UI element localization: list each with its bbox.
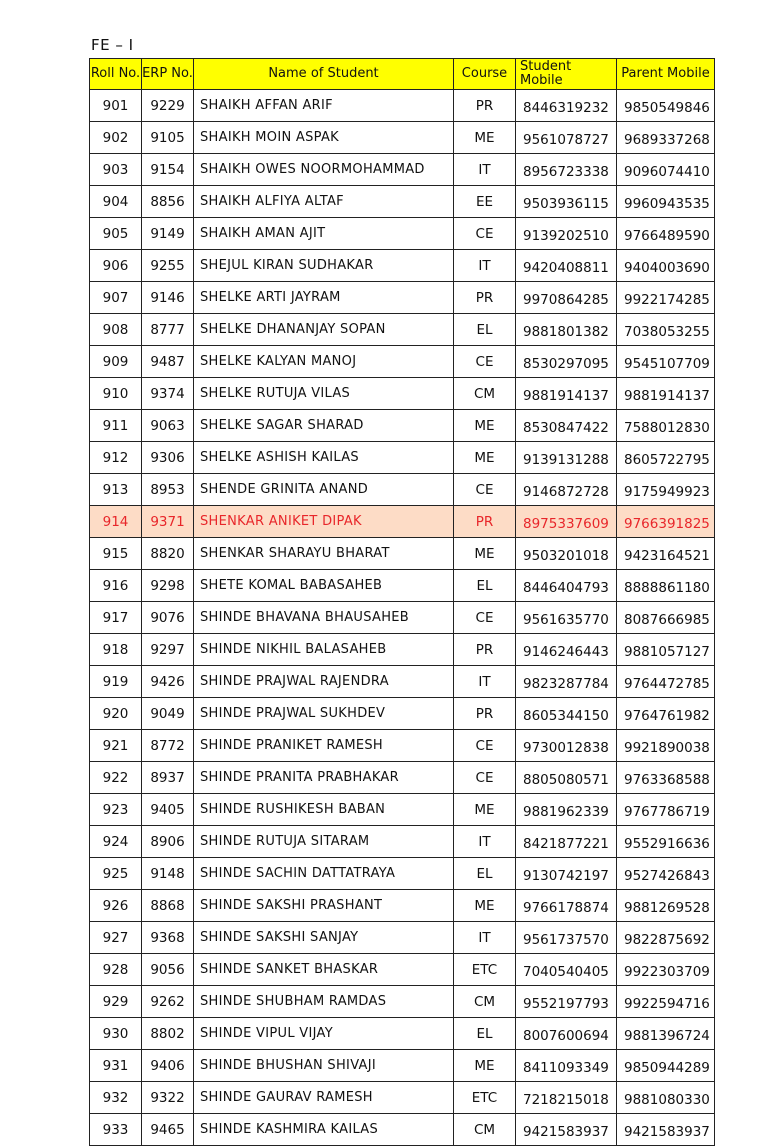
erp-no-cell: 8820 [142, 538, 194, 570]
student-mobile-cell: 9420408811 [516, 250, 617, 282]
parent-mobile-cell: 9960943535 [617, 186, 715, 218]
course-cell: IT [454, 826, 516, 858]
student-table [89, 58, 715, 1146]
student-mobile-cell: 7218215018 [516, 1082, 617, 1114]
roll-no-cell: 911 [90, 410, 142, 442]
student-name-cell: SHINDE PRANITA PRABHAKAR [194, 762, 454, 794]
student-name-cell: SHELKE ASHISH KAILAS [194, 442, 454, 474]
student-mobile-cell: 9503201018 [516, 538, 617, 570]
parent-mobile-cell: 9527426843 [617, 858, 715, 890]
parent-mobile-cell: 9766391825 [617, 506, 715, 538]
student-mobile-cell: 8975337609 [516, 506, 617, 538]
parent-mobile-cell: 9822875692 [617, 922, 715, 954]
student-name-cell: SHAIKH MOIN ASPAK [194, 122, 454, 154]
table-row [90, 954, 715, 986]
table-row [90, 346, 715, 378]
table-row [90, 154, 715, 186]
student-name-cell: SHINDE PRANIKET RAMESH [194, 730, 454, 762]
student-name-cell: SHINDE SAKSHI PRASHANT [194, 890, 454, 922]
roll-no-cell: 912 [90, 442, 142, 474]
student-name-cell: SHINDE BHUSHAN SHIVAJI [194, 1050, 454, 1082]
roll-no-cell: 904 [90, 186, 142, 218]
header-erp-no: ERP No. [142, 59, 194, 90]
roll-no-cell: 909 [90, 346, 142, 378]
course-cell: ME [454, 538, 516, 570]
course-cell: ME [454, 442, 516, 474]
parent-mobile-cell: 9764761982 [617, 698, 715, 730]
table-row [90, 250, 715, 282]
erp-no-cell: 9371 [142, 506, 194, 538]
erp-no-cell: 9146 [142, 282, 194, 314]
erp-no-cell: 8953 [142, 474, 194, 506]
student-name-cell: SHINDE NIKHIL BALASAHEB [194, 634, 454, 666]
roll-no-cell: 901 [90, 90, 142, 122]
student-mobile-cell: 9146246443 [516, 634, 617, 666]
course-cell: PR [454, 634, 516, 666]
parent-mobile-cell: 9404003690 [617, 250, 715, 282]
student-mobile-cell: 9139131288 [516, 442, 617, 474]
student-mobile-cell: 8530297095 [516, 346, 617, 378]
erp-no-cell: 8856 [142, 186, 194, 218]
erp-no-cell: 8868 [142, 890, 194, 922]
erp-no-cell: 9368 [142, 922, 194, 954]
student-name-cell: SHINDE GAURAV RAMESH [194, 1082, 454, 1114]
course-cell: EL [454, 314, 516, 346]
parent-mobile-cell: 9881057127 [617, 634, 715, 666]
roll-no-cell: 933 [90, 1114, 142, 1146]
roll-no-cell: 914 [90, 506, 142, 538]
student-name-cell: SHINDE SAKSHI SANJAY [194, 922, 454, 954]
parent-mobile-cell: 9766489590 [617, 218, 715, 250]
erp-no-cell: 9149 [142, 218, 194, 250]
student-name-cell: SHEJUL KIRAN SUDHAKAR [194, 250, 454, 282]
course-cell: CM [454, 986, 516, 1018]
erp-no-cell: 9255 [142, 250, 194, 282]
erp-no-cell: 8777 [142, 314, 194, 346]
erp-no-cell: 9374 [142, 378, 194, 410]
student-mobile-cell: 8421877221 [516, 826, 617, 858]
roll-no-cell: 916 [90, 570, 142, 602]
parent-mobile-cell: 9096074410 [617, 154, 715, 186]
roll-no-cell: 903 [90, 154, 142, 186]
table-row [90, 474, 715, 506]
parent-mobile-cell: 9922594716 [617, 986, 715, 1018]
course-cell: PR [454, 90, 516, 122]
table-row [90, 378, 715, 410]
student-name-cell: SHAIKH OWES NOORMOHAMMAD [194, 154, 454, 186]
header-course: Course [454, 59, 516, 90]
student-mobile-cell: 9130742197 [516, 858, 617, 890]
student-mobile-cell: 8446319232 [516, 90, 617, 122]
course-cell: EL [454, 1018, 516, 1050]
table-row [90, 826, 715, 858]
student-mobile-cell: 8007600694 [516, 1018, 617, 1050]
course-cell: CM [454, 378, 516, 410]
roll-no-cell: 917 [90, 602, 142, 634]
student-mobile-cell: 9561635770 [516, 602, 617, 634]
roll-no-cell: 907 [90, 282, 142, 314]
table-row [90, 890, 715, 922]
roll-no-cell: 931 [90, 1050, 142, 1082]
course-cell: CE [454, 346, 516, 378]
student-name-cell: SHELKE SAGAR SHARAD [194, 410, 454, 442]
parent-mobile-cell: 9545107709 [617, 346, 715, 378]
roll-no-cell: 925 [90, 858, 142, 890]
course-cell: ETC [454, 1082, 516, 1114]
parent-mobile-cell: 9881269528 [617, 890, 715, 922]
roll-no-cell: 908 [90, 314, 142, 346]
student-name-cell: SHINDE VIPUL VIJAY [194, 1018, 454, 1050]
table-row [90, 666, 715, 698]
parent-mobile-cell: 8888861180 [617, 570, 715, 602]
erp-no-cell: 9322 [142, 1082, 194, 1114]
course-cell: CE [454, 762, 516, 794]
parent-mobile-cell: 9922174285 [617, 282, 715, 314]
header-roll-no: Roll No. [90, 59, 142, 90]
table-row [90, 410, 715, 442]
student-name-cell: SHINDE RUSHIKESH BABAN [194, 794, 454, 826]
table-row [90, 186, 715, 218]
student-mobile-cell: 9766178874 [516, 890, 617, 922]
student-name-cell: SHINDE KASHMIRA KAILAS [194, 1114, 454, 1146]
course-cell: ME [454, 410, 516, 442]
student-name-cell: SHINDE RUTUJA SITARAM [194, 826, 454, 858]
parent-mobile-cell: 9423164521 [617, 538, 715, 570]
parent-mobile-cell: 9689337268 [617, 122, 715, 154]
course-cell: ME [454, 122, 516, 154]
course-cell: ETC [454, 954, 516, 986]
roll-no-cell: 929 [90, 986, 142, 1018]
student-name-cell: SHAIKH ALFIYA ALTAF [194, 186, 454, 218]
course-cell: EE [454, 186, 516, 218]
roll-no-cell: 910 [90, 378, 142, 410]
erp-no-cell: 9049 [142, 698, 194, 730]
parent-mobile-cell: 9764472785 [617, 666, 715, 698]
table-row [90, 794, 715, 826]
roll-no-cell: 905 [90, 218, 142, 250]
student-mobile-cell: 8805080571 [516, 762, 617, 794]
table-body [90, 90, 715, 1146]
student-mobile-cell: 9881801382 [516, 314, 617, 346]
parent-mobile-cell: 9421583937 [617, 1114, 715, 1146]
course-cell: PR [454, 506, 516, 538]
course-cell: PR [454, 282, 516, 314]
parent-mobile-cell: 8605722795 [617, 442, 715, 474]
parent-mobile-cell: 9850549846 [617, 90, 715, 122]
course-cell: ME [454, 890, 516, 922]
table-row [90, 602, 715, 634]
table-row-highlighted [90, 506, 715, 538]
roll-no-cell: 923 [90, 794, 142, 826]
table-row [90, 1018, 715, 1050]
student-mobile-cell: 7040540405 [516, 954, 617, 986]
student-mobile-cell: 9823287784 [516, 666, 617, 698]
table-row [90, 634, 715, 666]
parent-mobile-cell: 9881080330 [617, 1082, 715, 1114]
erp-no-cell: 8772 [142, 730, 194, 762]
parent-mobile-cell: 9850944289 [617, 1050, 715, 1082]
table-row [90, 858, 715, 890]
student-mobile-cell: 9421583937 [516, 1114, 617, 1146]
erp-no-cell: 9076 [142, 602, 194, 634]
roll-no-cell: 932 [90, 1082, 142, 1114]
erp-no-cell: 9487 [142, 346, 194, 378]
course-cell: ME [454, 1050, 516, 1082]
parent-mobile-cell: 9922303709 [617, 954, 715, 986]
student-name-cell: SHENDE GRINITA ANAND [194, 474, 454, 506]
student-name-cell: SHINDE PRAJWAL SUKHDEV [194, 698, 454, 730]
parent-mobile-cell: 9881396724 [617, 1018, 715, 1050]
erp-no-cell: 8937 [142, 762, 194, 794]
table-row [90, 698, 715, 730]
roll-no-cell: 919 [90, 666, 142, 698]
student-mobile-cell: 8530847422 [516, 410, 617, 442]
table-header-row [90, 59, 715, 90]
roll-no-cell: 926 [90, 890, 142, 922]
erp-no-cell: 9406 [142, 1050, 194, 1082]
parent-mobile-cell: 7038053255 [617, 314, 715, 346]
course-cell: IT [454, 250, 516, 282]
course-cell: CE [454, 474, 516, 506]
erp-no-cell: 9056 [142, 954, 194, 986]
erp-no-cell: 9154 [142, 154, 194, 186]
roll-no-cell: 928 [90, 954, 142, 986]
student-mobile-cell: 9730012838 [516, 730, 617, 762]
table-row [90, 538, 715, 570]
parent-mobile-cell: 8087666985 [617, 602, 715, 634]
erp-no-cell: 9262 [142, 986, 194, 1018]
table-row [90, 1114, 715, 1146]
student-mobile-cell: 9503936115 [516, 186, 617, 218]
roll-no-cell: 924 [90, 826, 142, 858]
student-name-cell: SHAIKH AMAN AJIT [194, 218, 454, 250]
student-mobile-cell: 9561078727 [516, 122, 617, 154]
roll-no-cell: 930 [90, 1018, 142, 1050]
student-name-cell: SHETE KOMAL BABASAHEB [194, 570, 454, 602]
course-cell: IT [454, 154, 516, 186]
student-name-cell: SHENKAR ANIKET DIPAK [194, 506, 454, 538]
table-row [90, 442, 715, 474]
course-cell: EL [454, 570, 516, 602]
table-row [90, 922, 715, 954]
table-row [90, 1082, 715, 1114]
table-row [90, 986, 715, 1018]
student-name-cell: SHELKE RUTUJA VILAS [194, 378, 454, 410]
erp-no-cell: 8906 [142, 826, 194, 858]
student-mobile-cell: 9881914137 [516, 378, 617, 410]
student-name-cell: SHELKE DHANANJAY SOPAN [194, 314, 454, 346]
erp-no-cell: 9105 [142, 122, 194, 154]
roll-no-cell: 921 [90, 730, 142, 762]
student-mobile-cell: 8956723338 [516, 154, 617, 186]
student-name-cell: SHENKAR SHARAYU BHARAT [194, 538, 454, 570]
table-row [90, 1050, 715, 1082]
erp-no-cell: 9229 [142, 90, 194, 122]
course-cell: CE [454, 218, 516, 250]
student-name-cell: SHELKE ARTI JAYRAM [194, 282, 454, 314]
table-row [90, 570, 715, 602]
erp-no-cell: 9148 [142, 858, 194, 890]
roll-no-cell: 922 [90, 762, 142, 794]
table-row [90, 218, 715, 250]
parent-mobile-cell: 7588012830 [617, 410, 715, 442]
student-name-cell: SHAIKH AFFAN ARIF [194, 90, 454, 122]
erp-no-cell: 8802 [142, 1018, 194, 1050]
parent-mobile-cell: 9552916636 [617, 826, 715, 858]
erp-no-cell: 9465 [142, 1114, 194, 1146]
course-cell: IT [454, 666, 516, 698]
student-name-cell: SHINDE SANKET BHASKAR [194, 954, 454, 986]
erp-no-cell: 9426 [142, 666, 194, 698]
student-name-cell: SHINDE BHAVANA BHAUSAHEB [194, 602, 454, 634]
erp-no-cell: 9063 [142, 410, 194, 442]
student-name-cell: SHELKE KALYAN MANOJ [194, 346, 454, 378]
course-cell: EL [454, 858, 516, 890]
student-mobile-cell: 9146872728 [516, 474, 617, 506]
header-parent-mobile: Parent Mobile [617, 59, 715, 90]
roll-no-cell: 918 [90, 634, 142, 666]
table-row [90, 730, 715, 762]
roll-no-cell: 906 [90, 250, 142, 282]
course-cell: IT [454, 922, 516, 954]
erp-no-cell: 9405 [142, 794, 194, 826]
roll-no-cell: 920 [90, 698, 142, 730]
table-row [90, 314, 715, 346]
student-mobile-cell: 9970864285 [516, 282, 617, 314]
parent-mobile-cell: 9175949923 [617, 474, 715, 506]
roll-no-cell: 915 [90, 538, 142, 570]
header-student-mobile: Student Mobile [516, 59, 617, 90]
erp-no-cell: 9306 [142, 442, 194, 474]
course-cell: CE [454, 602, 516, 634]
parent-mobile-cell: 9881914137 [617, 378, 715, 410]
parent-mobile-cell: 9921890038 [617, 730, 715, 762]
student-mobile-cell: 9552197793 [516, 986, 617, 1018]
table-row [90, 90, 715, 122]
student-mobile-cell: 9561737570 [516, 922, 617, 954]
course-cell: ME [454, 794, 516, 826]
erp-no-cell: 9297 [142, 634, 194, 666]
student-mobile-cell: 8446404793 [516, 570, 617, 602]
erp-no-cell: 9298 [142, 570, 194, 602]
course-cell: PR [454, 698, 516, 730]
roll-no-cell: 902 [90, 122, 142, 154]
student-name-cell: SHINDE SACHIN DATTATRAYA [194, 858, 454, 890]
student-name-cell: SHINDE PRAJWAL RAJENDRA [194, 666, 454, 698]
parent-mobile-cell: 9767786719 [617, 794, 715, 826]
roll-no-cell: 913 [90, 474, 142, 506]
student-mobile-cell: 9881962339 [516, 794, 617, 826]
student-mobile-cell: 9139202510 [516, 218, 617, 250]
parent-mobile-cell: 9763368588 [617, 762, 715, 794]
student-name-cell: SHINDE SHUBHAM RAMDAS [194, 986, 454, 1018]
student-mobile-cell: 8605344150 [516, 698, 617, 730]
page-title: FE – I [91, 36, 134, 54]
header-student-name: Name of Student [194, 59, 454, 90]
table-row [90, 122, 715, 154]
table-row [90, 762, 715, 794]
course-cell: CE [454, 730, 516, 762]
table-row [90, 282, 715, 314]
student-mobile-cell: 8411093349 [516, 1050, 617, 1082]
course-cell: CM [454, 1114, 516, 1146]
roll-no-cell: 927 [90, 922, 142, 954]
